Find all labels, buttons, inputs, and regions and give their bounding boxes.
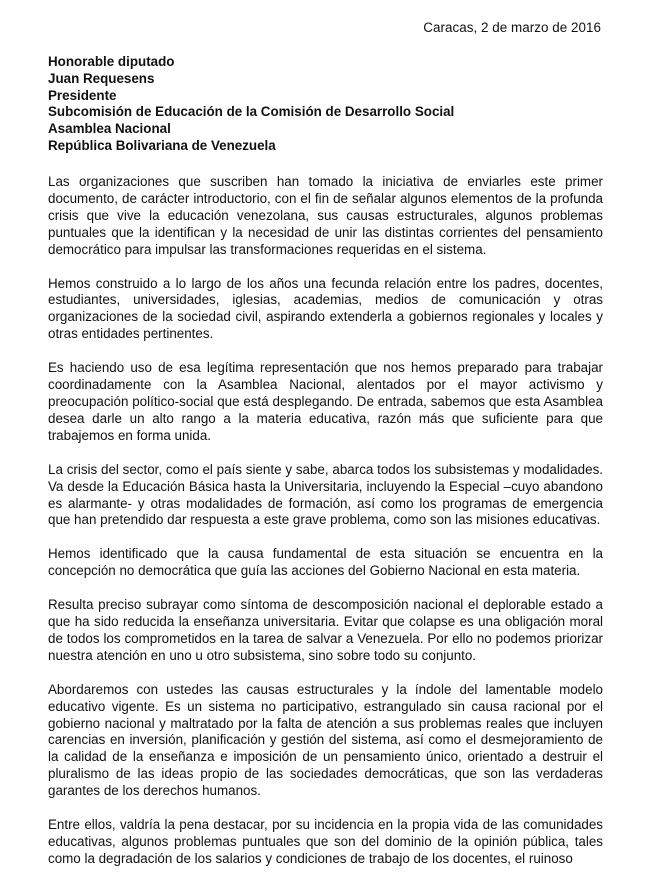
body-paragraph: Resulta preciso subrayar como síntoma de descomposición nacional el deplorable estado a que ha sido reducida la enseñanza universitaria. Evitar que colapse es una obligación moral de todos los comprometidos en la tarea de salvar a Venezuela. Por ello no podemos priorizar nuestra atención en uno u otro subsistema, sino sobre todo su conjunto. (48, 597, 603, 663)
addressee-salutation: Honorable diputado (48, 54, 175, 69)
addressee-assembly: Asamblea Nacional (48, 121, 171, 137)
body-paragraph: Abordaremos con ustedes las causas estructurales y la índole del lamentable modelo educativo vigente. Es un sistema no participativo, estrangulado sin causa racional por el gobierno nacional y maltratado por la falta de atención a sus problemas reales que incluyen carencias en inversión, planificación y gestión del sistema, así como el desmejoramiento de la calidad de la enseñanza e imposición de un pensamiento único, orientado a destruir el pluralismo de las ideas propio de las sociedades democráticas, que son las verdaderas garantes de los derechos humanos. (48, 681, 603, 799)
body-paragraph: Hemos identificado que la causa fundamental de esta situación se encuentra en la concepción no democrática que guía las acciones del Gobierno Nacional en esta materia. (48, 546, 603, 579)
body-paragraph: Es haciendo uso de esa legítima representación que nos hemos preparado para trabajar coordinadamente con la Asamblea Nacional, alentados por el mayor activismo y preocupación político-social que está desplegando. De entrada, sabemos que esta Asamblea desea darle un alto rango a la materia educativa, razón más que suficiente para que trabajemos en forma unida. (48, 360, 603, 443)
date-line: Caracas, 2 de marzo de 2016 (423, 20, 601, 35)
addressee-subcommission: Subcomisión de Educación de la Comisión de Desarrollo Social (48, 104, 455, 120)
addressee-country: República Bolivariana de Venezuela (48, 137, 276, 153)
body-paragraph: La crisis del sector, como el país siente y sabe, abarca todos los subsistemas y modalidades. Va desde la Educación Básica hasta la Universitaria, incluyendo la Especial –cuyo abandono es alarmante- y otras modalidades de formación, así como los programas de emergencia que han pretendido dar respuesta a este grave problema, como son las misiones educativas. (48, 461, 603, 528)
addressee-block (48, 54, 608, 155)
body-paragraph: Entre ellos, valdría la pena destacar, por su incidencia en la propia vida de las comunidades educativas, algunos problemas puntuales que son del dominio de la opinión pública, tales como la degradación de los salarios y condiciones de trabajo de los docentes, el ruinoso (48, 817, 603, 866)
addressee-role: Presidente (48, 87, 117, 103)
addressee-name: Juan Requesens (48, 70, 155, 86)
letter-body (48, 174, 603, 885)
body-paragraph: Hemos construido a lo largo de los años una fecunda relación entre los padres, docentes, estudiantes, universidades, iglesias, academias, medios de comunicación y otras organizaciones de la sociedad civil, aspirando extenderla a gobiernos regionales y locales y otras entidades pertinentes. (48, 275, 603, 342)
body-paragraph: Las organizaciones que suscriben han tomado la iniciativa de enviarles este primer documento, de carácter introductorio, con el fin de señalar algunos elementos de la profunda crisis que vive la educación venezolana, sus causas estructurales, algunos problemas puntuales que la identifican y la necesidad de unir las distintas corrientes del pensamiento democrático para impulsar las transformaciones requeridas en el sistema. (48, 174, 603, 257)
